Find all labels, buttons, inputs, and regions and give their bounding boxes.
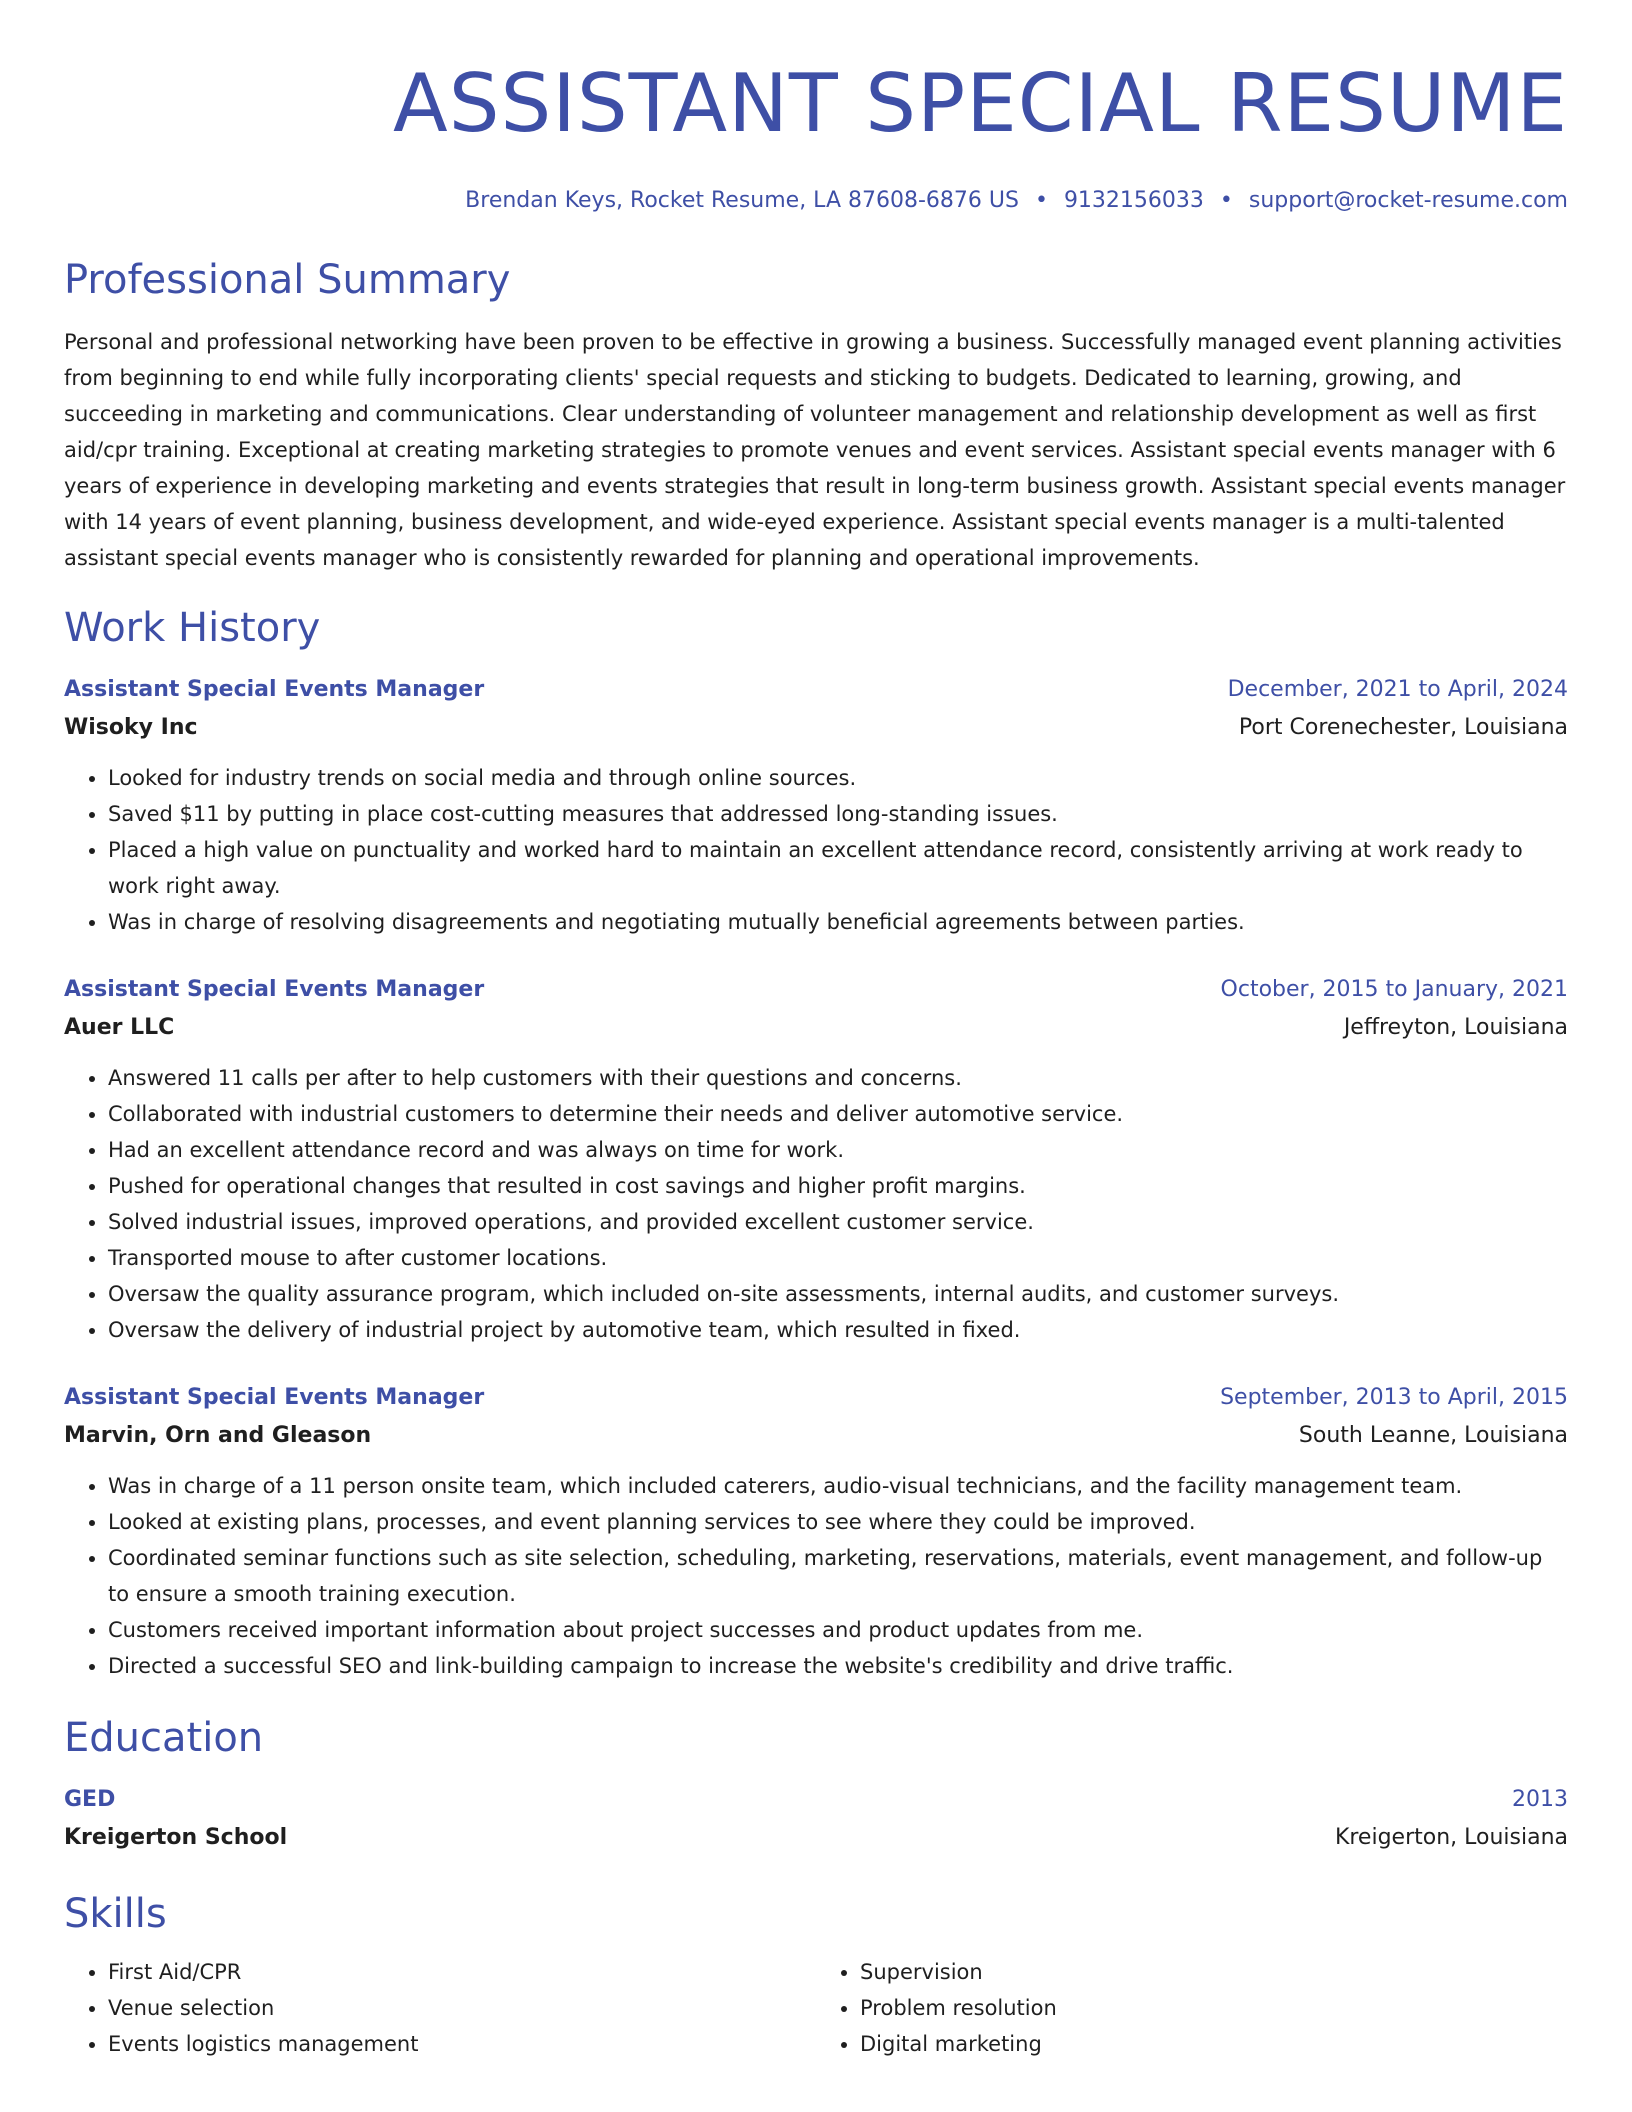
job-bullet: • Customers received important information about project successes and product updates from me.	[108, 1612, 1568, 1648]
job-bullets	[64, 1060, 1568, 1348]
job-bullet: • Placed a high value on punctuality and worked hard to maintain an excellent attendance record, consistently arriving at work ready to work right away.	[108, 832, 1568, 904]
skill-item: • Supervision	[860, 1954, 1568, 1990]
job-title: Assistant Special Events Manager	[64, 677, 485, 702]
job-dates: December, 2021 to April, 2024	[1227, 677, 1568, 702]
job-bullet: • Directed a successful SEO and link-building campaign to increase the website's credibility and drive traffic.	[108, 1648, 1568, 1684]
education-school: Kreigerton School	[64, 1825, 288, 1850]
job-title-row	[64, 1380, 1568, 1416]
education-degree: GED	[64, 1787, 116, 1812]
skill-item: • Events logistics management	[108, 2026, 816, 2062]
work-history-list	[64, 672, 1568, 1684]
job-title-row	[64, 672, 1568, 708]
job-entry	[64, 1380, 1568, 1684]
summary-text: Personal and professional networking have been proven to be effective in growing a business. Successfully managed event planning activities from beginning to end while fully incorporating clients' special requests and sticking to budgets. Dedicated to learning, growing, and succeeding in marketing and communications. Clear understanding of volunteer management and relationship development as well as first aid/cpr training. Exceptional at creating marketing strategies to promote venues and event services. Assistant special events manager with 6 years of experience in developing marketing and events strategies that result in long-term business growth. Assistant special events manager with 14 years of event planning, business development, and wide-eyed experience. Assistant special events manager is a multi-talented assistant special events manager who is consistently rewarded for planning and operational improvements.	[64, 330, 1566, 570]
job-dates: October, 2015 to January, 2021	[1220, 977, 1568, 1002]
skill-item: • Problem resolution	[860, 1990, 1568, 2026]
job-title: Assistant Special Events Manager	[64, 977, 485, 1002]
education-year: 2013	[1512, 1787, 1568, 1812]
contact-phone: 9132156033	[1063, 188, 1204, 213]
job-bullets	[64, 760, 1568, 940]
job-bullet: • Solved industrial issues, improved operations, and provided excellent customer service.	[108, 1204, 1568, 1240]
contact-separator: •	[1219, 188, 1233, 213]
education-location: Kreigerton, Louisiana	[1334, 1825, 1568, 1850]
job-entry	[64, 672, 1568, 940]
skill-item: • Venue selection	[108, 1990, 816, 2026]
education-school-row	[64, 1818, 1568, 1858]
job-bullet: • Saved $11 by putting in place cost-cutting measures that addressed long-standing issues.	[108, 796, 1568, 832]
work-history-heading: Work History	[64, 605, 321, 651]
job-entry	[64, 972, 1568, 1348]
skills-grid	[64, 1954, 1568, 2062]
education-heading: Education	[64, 1715, 264, 1761]
education-degree-row	[64, 1782, 1568, 1818]
job-bullet: • Looked at existing plans, processes, and event planning services to see where they could be improved.	[108, 1504, 1568, 1540]
job-dates: September, 2013 to April, 2015	[1220, 1385, 1568, 1410]
skills-list	[64, 1954, 816, 2062]
skill-item: • First Aid/CPR	[108, 1954, 816, 1990]
job-company-row	[64, 1008, 1568, 1048]
job-company-row	[64, 1416, 1568, 1456]
job-bullet: • Pushed for operational changes that resulted in cost savings and higher profit margins.	[108, 1168, 1568, 1204]
job-company-row	[64, 708, 1568, 748]
skills-list	[816, 1954, 1568, 2062]
job-location: Port Corenechester, Louisiana	[1238, 715, 1568, 740]
job-bullets	[64, 1468, 1568, 1684]
job-company: Auer LLC	[64, 1015, 175, 1040]
skill-item: • Digital marketing	[860, 2026, 1568, 2062]
job-bullet: • Transported mouse to after customer locations.	[108, 1240, 1568, 1276]
education-entry	[64, 1782, 1568, 1858]
job-location: South Leanne, Louisiana	[1298, 1423, 1568, 1448]
skills-heading: Skills	[64, 1891, 167, 1937]
job-bullet: • Oversaw the delivery of industrial project by automotive team, which resulted in fixed.	[108, 1312, 1568, 1348]
summary-heading: Professional Summary	[64, 257, 511, 303]
resume-header	[64, 0, 1568, 216]
contact-line	[64, 186, 1568, 216]
job-company: Wisoky Inc	[64, 715, 198, 740]
job-company: Marvin, Orn and Gleason	[64, 1423, 372, 1448]
job-title: Assistant Special Events Manager	[64, 1385, 485, 1410]
job-bullet: • Was in charge of a 11 person onsite team, which included caterers, audio-visual technicians, and the facility management team.	[108, 1468, 1568, 1504]
contact-separator: •	[1034, 188, 1048, 213]
job-bullet: • Answered 11 calls per after to help customers with their questions and concerns.	[108, 1060, 1568, 1096]
job-bullet: • Collaborated with industrial customers to determine their needs and deliver automotive service.	[108, 1096, 1568, 1132]
job-bullet: • Coordinated seminar functions such as site selection, scheduling, marketing, reservations, materials, event management, and follow-up to ensure a smooth training execution.	[108, 1540, 1568, 1612]
contact-email: support@rocket-resume.com	[1248, 188, 1568, 213]
contact-address: Brendan Keys, Rocket Resume, LA 87608-6876 US	[465, 188, 1019, 213]
job-location: Jeffreyton, Louisiana	[1343, 1015, 1568, 1040]
job-bullet: • Oversaw the quality assurance program, which included on-site assessments, internal audits, and customer surveys.	[108, 1276, 1568, 1312]
job-bullet: • Looked for industry trends on social media and through online sources.	[108, 760, 1568, 796]
skills-column-right	[816, 1954, 1568, 2062]
job-bullet: • Was in charge of resolving disagreements and negotiating mutually beneficial agreements between parties.	[108, 904, 1568, 940]
job-title-row	[64, 972, 1568, 1008]
resume-title: ASSISTANT SPECIAL RESUME	[393, 57, 1568, 150]
job-bullet: • Had an excellent attendance record and was always on time for work.	[108, 1132, 1568, 1168]
skills-column-left	[64, 1954, 816, 2062]
